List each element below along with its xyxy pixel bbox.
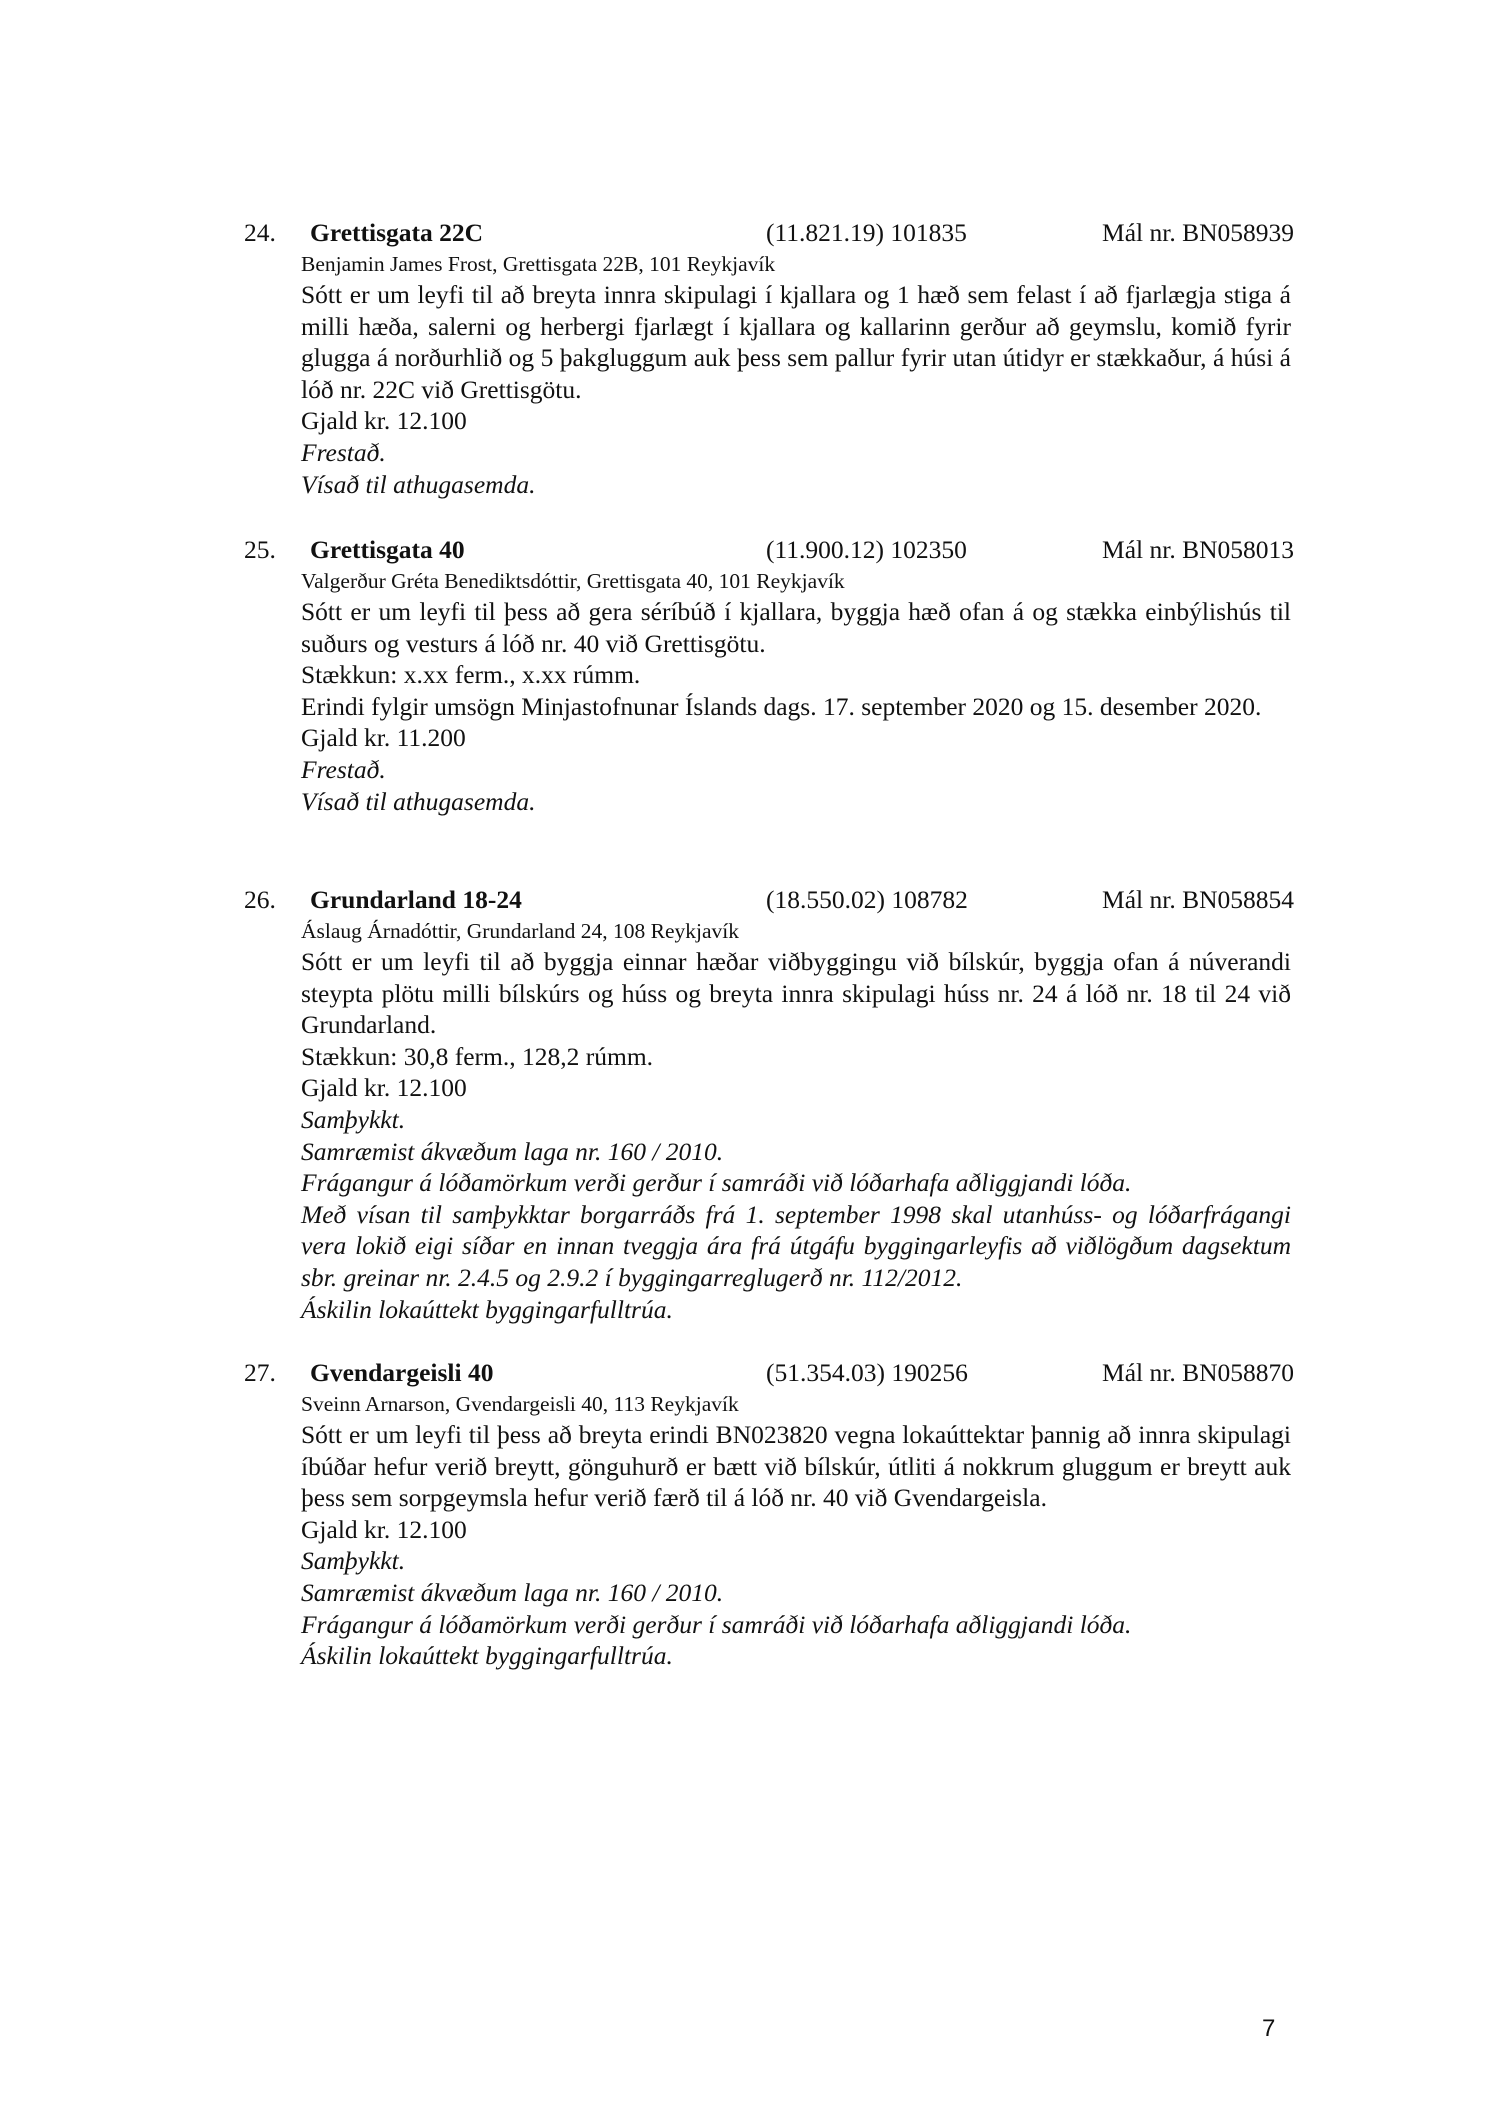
entry-decision: Frestað. (301, 754, 386, 784)
entry-body (301, 250, 1291, 500)
entry-reference: (18.550.02) 108782 (766, 885, 968, 914)
entry-reference: (51.354.03) 190256 (766, 1358, 968, 1387)
entry-number: 27. (244, 1358, 276, 1387)
entry-description: Sótt er um leyfi til að byggja einnar hæðar viðbyggingu við bílskúr, byggja ofan á núverandi steypta plötu milli bílskúrs og húss og breyta innra skipulagi húss nr. 24 á lóð nr. 18 til 24 við Grundarland. (301, 947, 1291, 1040)
entry-header (244, 883, 1294, 917)
entry-decision: Frestað. (301, 437, 386, 467)
entry-header (244, 216, 1294, 250)
entry-decision: Frágangur á lóðamörkum verði gerður í samráði við lóðarhafa aðliggjandi lóða. (301, 1168, 1132, 1198)
entry-description: Sótt er um leyfi til að breyta innra skipulagi í kjallara og 1 hæð sem felast í að fjarlægja stiga á milli hæða, salerni og herbergi fjarlægt í kjallara og kallarinn gerður að geymslu, komið fyrir glugga á norðurhlið og 5 þakgluggum auk þess sem pallur fyrir utan útidyr er stækkaður, á húsi á lóð nr. 22C við Grettisgötu. (301, 280, 1291, 404)
case-entry-27 (244, 1356, 1294, 1672)
entry-case-number: Mál nr. BN058870 (1102, 1358, 1294, 1387)
entry-decision: Með vísan til samþykktar borgarráðs frá 1. september 1998 skal utanhúss- og lóðarfrágangi vera lokið eigi síðar en innan tveggja ára frá útgáfu byggingarleyfis að viðlögðum dagsektum sbr. greinar nr. 2.4.5 og 2.9.2 í byggingarreglugerð nr. 112/2012. (301, 1199, 1291, 1292)
entry-reference: (11.900.12) 102350 (766, 535, 967, 564)
entry-body (301, 917, 1291, 1325)
case-entry-25 (244, 533, 1294, 817)
entry-header (244, 1356, 1294, 1390)
entry-case-number: Mál nr. BN058013 (1102, 535, 1294, 564)
entry-decision: Áskilin lokaúttekt byggingarfulltrúa. (301, 1294, 673, 1324)
entry-fee: Gjald kr. 12.100 (301, 1514, 467, 1544)
entry-number: 26. (244, 885, 276, 914)
entry-decision: Samræmist ákvæðum laga nr. 160 / 2010. (301, 1136, 724, 1166)
entry-decision: Samþykkt. (301, 1104, 406, 1134)
entry-applicant: Valgerður Gréta Benediktsdóttir, Grettisgata 40, 101 Reykjavík (301, 569, 845, 593)
entry-number: 25. (244, 535, 276, 564)
entry-fee: Gjald kr. 12.100 (301, 406, 467, 436)
entry-decision: Vísað til athugasemda. (301, 786, 536, 816)
entry-address: Grundarland 18-24 (310, 885, 522, 914)
entry-applicant: Áslaug Árnadóttir, Grundarland 24, 108 Reykjavík (301, 919, 740, 943)
entry-decision: Samræmist ákvæðum laga nr. 160 / 2010. (301, 1577, 724, 1607)
entry-body (301, 567, 1291, 817)
entry-number: 24. (244, 218, 276, 247)
entry-applicant: Sveinn Arnarson, Gvendargeisli 40, 113 Reykjavík (301, 1392, 739, 1416)
entry-decision: Vísað til athugasemda. (301, 469, 536, 499)
case-entry-26 (244, 883, 1294, 1325)
entry-applicant: Benjamin James Frost, Grettisgata 22B, 101 Reykjavík (301, 252, 776, 276)
entry-case-number: Mál nr. BN058854 (1102, 885, 1294, 914)
entry-description: Sótt er um leyfi til þess að breyta erindi BN023820 vegna lokaúttektar þannig að innra skipulagi íbúðar hefur verið breytt, gönguhurð er bætt við bílskúr, útliti á nokkrum gluggum er breytt auk þess sem sorpgeymsla hefur verið færð til á lóð nr. 40 við Gvendargeisla. (301, 1420, 1291, 1513)
entry-fee: Gjald kr. 11.200 (301, 723, 466, 753)
page-number: 7 (1262, 2015, 1276, 2042)
entry-description: Sótt er um leyfi til þess að gera séríbúð í kjallara, byggja hæð ofan á og stækka einbýlishús til suðurs og vesturs á lóð nr. 40 við Grettisgötu. (301, 597, 1291, 658)
entry-address: Gvendargeisli 40 (310, 1358, 494, 1387)
entry-case-number: Mál nr. BN058939 (1102, 218, 1294, 247)
entry-decision: Frágangur á lóðamörkum verði gerður í samráði við lóðarhafa aðliggjandi lóða. (301, 1609, 1132, 1639)
entry-decision: Samþykkt. (301, 1546, 406, 1576)
entry-body (301, 1390, 1291, 1672)
entry-fee: Gjald kr. 12.100 (301, 1073, 467, 1103)
entry-reference: (11.821.19) 101835 (766, 218, 967, 247)
entry-note: Erindi fylgir umsögn Minjastofnunar Íslands dags. 17. september 2020 og 15. desember 2020. (301, 691, 1262, 721)
entry-enlargement: Stækkun: 30,8 ferm., 128,2 rúmm. (301, 1041, 654, 1071)
entry-address: Grettisgata 22C (310, 218, 484, 247)
case-entry-24 (244, 216, 1294, 500)
entry-address: Grettisgata 40 (310, 535, 465, 564)
entry-header (244, 533, 1294, 567)
entry-decision: Áskilin lokaúttekt byggingarfulltrúa. (301, 1641, 673, 1671)
entry-enlargement: Stækkun: x.xx ferm., x.xx rúmm. (301, 660, 641, 690)
